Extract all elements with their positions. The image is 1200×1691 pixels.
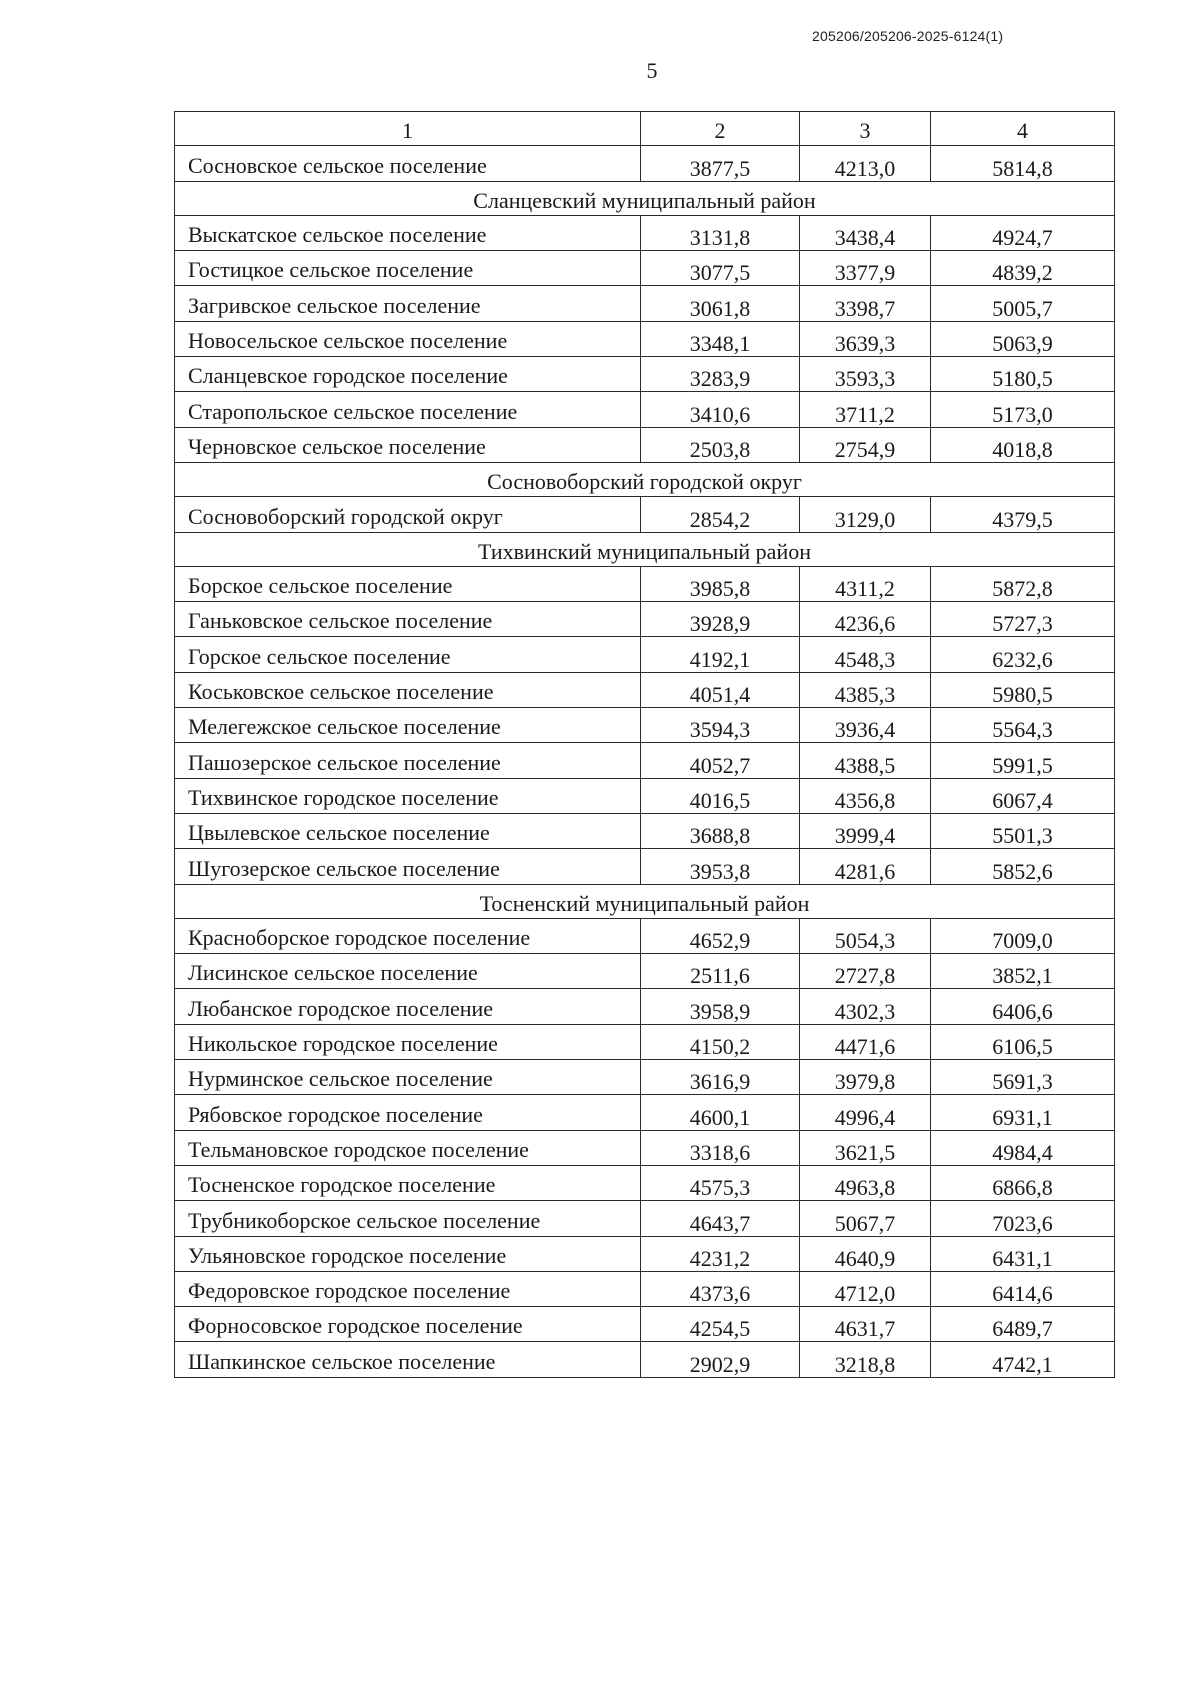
value-cell-col-3: 4302,3 [800, 989, 931, 1024]
table-row [175, 849, 1115, 884]
settlement-name-cell: Тихвинское городское поселение [175, 778, 641, 813]
table-row [175, 989, 1115, 1024]
column-header-2: 2 [641, 112, 800, 146]
table-row [175, 1271, 1115, 1306]
table-row [175, 427, 1115, 462]
section-title: Сланцевский муниципальный район [175, 181, 1115, 215]
table-row [175, 286, 1115, 321]
table-row [175, 146, 1115, 181]
section-header-row [175, 884, 1115, 918]
value-cell-col-2: 3318,6 [641, 1130, 800, 1165]
value-cell-col-4: 7023,6 [931, 1201, 1115, 1236]
settlement-name-cell: Шапкинское сельское поселение [175, 1342, 641, 1377]
value-cell-col-4: 6414,6 [931, 1271, 1115, 1306]
column-header-1: 1 [175, 112, 641, 146]
data-table [174, 111, 1115, 1378]
table-row [175, 708, 1115, 743]
value-cell-col-2: 3928,9 [641, 602, 800, 637]
value-cell-col-2: 3594,3 [641, 708, 800, 743]
section-title: Тихвинский муниципальный район [175, 532, 1115, 566]
table-row [175, 1024, 1115, 1059]
settlement-name-cell: Выскатское сельское поселение [175, 215, 641, 250]
value-cell-col-3: 4631,7 [800, 1307, 931, 1342]
value-cell-col-2: 4052,7 [641, 743, 800, 778]
page-number: 5 [646, 58, 658, 83]
settlement-name-cell: Новосельское сельское поселение [175, 321, 641, 356]
value-cell-col-3: 3999,4 [800, 813, 931, 848]
settlement-name-cell: Тельмановское городское поселение [175, 1130, 641, 1165]
value-cell-col-4: 4839,2 [931, 251, 1115, 286]
value-cell-col-3: 4385,3 [800, 672, 931, 707]
table-row [175, 392, 1115, 427]
value-cell-col-4: 5180,5 [931, 357, 1115, 392]
table-row [175, 1236, 1115, 1271]
value-cell-col-2: 4600,1 [641, 1095, 800, 1130]
value-cell-col-2: 3985,8 [641, 566, 800, 601]
value-cell-col-2: 4016,5 [641, 778, 800, 813]
value-cell-col-4: 3852,1 [931, 954, 1115, 989]
table-row [175, 743, 1115, 778]
value-cell-col-4: 6431,1 [931, 1236, 1115, 1271]
value-cell-col-2: 4254,5 [641, 1307, 800, 1342]
value-cell-col-4: 4984,4 [931, 1130, 1115, 1165]
value-cell-col-3: 4712,0 [800, 1271, 931, 1306]
value-cell-col-4: 5872,8 [931, 566, 1115, 601]
table-header-row [175, 112, 1115, 146]
value-cell-col-3: 4963,8 [800, 1165, 931, 1200]
value-cell-col-2: 4652,9 [641, 918, 800, 953]
value-cell-col-3: 3438,4 [800, 215, 931, 250]
value-cell-col-3: 3398,7 [800, 286, 931, 321]
value-cell-col-4: 5564,3 [931, 708, 1115, 743]
value-cell-col-4: 4018,8 [931, 427, 1115, 462]
value-cell-col-4: 4379,5 [931, 497, 1115, 532]
section-title: Сосновоборский городской округ [175, 462, 1115, 496]
value-cell-col-3: 4356,8 [800, 778, 931, 813]
value-cell-col-3: 3936,4 [800, 708, 931, 743]
value-cell-col-4: 5852,6 [931, 849, 1115, 884]
table-row [175, 1307, 1115, 1342]
value-cell-col-3: 4996,4 [800, 1095, 931, 1130]
table-row [175, 251, 1115, 286]
table-row [175, 497, 1115, 532]
value-cell-col-3: 4281,6 [800, 849, 931, 884]
table-row [175, 1060, 1115, 1095]
value-cell-col-2: 3877,5 [641, 146, 800, 181]
value-cell-col-4: 5814,8 [931, 146, 1115, 181]
settlement-name-cell: Трубникоборское сельское поселение [175, 1201, 641, 1236]
table-row [175, 778, 1115, 813]
value-cell-col-4: 5991,5 [931, 743, 1115, 778]
value-cell-col-3: 2754,9 [800, 427, 931, 462]
value-cell-col-4: 6106,5 [931, 1024, 1115, 1059]
value-cell-col-4: 5005,7 [931, 286, 1115, 321]
value-cell-col-3: 3711,2 [800, 392, 931, 427]
settlement-name-cell: Черновское сельское поселение [175, 427, 641, 462]
settlement-name-cell: Красноборское городское поселение [175, 918, 641, 953]
value-cell-col-3: 4640,9 [800, 1236, 931, 1271]
value-cell-col-3: 3639,3 [800, 321, 931, 356]
table-row [175, 672, 1115, 707]
settlement-name-cell: Федоровское городское поселение [175, 1271, 641, 1306]
table-row [175, 1201, 1115, 1236]
settlement-name-cell: Цвылевское сельское поселение [175, 813, 641, 848]
value-cell-col-4: 6866,8 [931, 1165, 1115, 1200]
value-cell-col-3: 3218,8 [800, 1342, 931, 1377]
settlement-name-cell: Горское сельское поселение [175, 637, 641, 672]
table-body [175, 112, 1115, 1378]
section-title: Тосненский муниципальный район [175, 884, 1115, 918]
value-cell-col-2: 3061,8 [641, 286, 800, 321]
value-cell-col-4: 6931,1 [931, 1095, 1115, 1130]
value-cell-col-2: 3953,8 [641, 849, 800, 884]
value-cell-col-3: 4471,6 [800, 1024, 931, 1059]
value-cell-col-3: 5067,7 [800, 1201, 931, 1236]
value-cell-col-4: 4742,1 [931, 1342, 1115, 1377]
value-cell-col-2: 3958,9 [641, 989, 800, 1024]
value-cell-col-3: 4236,6 [800, 602, 931, 637]
table-row [175, 321, 1115, 356]
value-cell-col-2: 3283,9 [641, 357, 800, 392]
value-cell-col-4: 5501,3 [931, 813, 1115, 848]
table-row [175, 215, 1115, 250]
table-row [175, 566, 1115, 601]
settlement-name-cell: Коськовское сельское поселение [175, 672, 641, 707]
settlement-name-cell: Нурминское сельское поселение [175, 1060, 641, 1095]
value-cell-col-3: 3979,8 [800, 1060, 931, 1095]
value-cell-col-2: 3077,5 [641, 251, 800, 286]
table-row [175, 954, 1115, 989]
section-header-row [175, 181, 1115, 215]
settlement-name-cell: Сланцевское городское поселение [175, 357, 641, 392]
value-cell-col-2: 4051,4 [641, 672, 800, 707]
value-cell-col-3: 4213,0 [800, 146, 931, 181]
value-cell-col-2: 3688,8 [641, 813, 800, 848]
value-cell-col-3: 4388,5 [800, 743, 931, 778]
value-cell-col-2: 3348,1 [641, 321, 800, 356]
value-cell-col-3: 4311,2 [800, 566, 931, 601]
value-cell-col-2: 4575,3 [641, 1165, 800, 1200]
settlement-name-cell: Тосненское городское поселение [175, 1165, 641, 1200]
settlement-name-cell: Ульяновское городское поселение [175, 1236, 641, 1271]
value-cell-col-3: 3621,5 [800, 1130, 931, 1165]
settlement-name-cell: Пашозерское сельское поселение [175, 743, 641, 778]
settlement-name-cell: Сосновское сельское поселение [175, 146, 641, 181]
settlement-name-cell: Ганьковское сельское поселение [175, 602, 641, 637]
value-cell-col-3: 5054,3 [800, 918, 931, 953]
document-id: 205206/205206-2025-6124(1) [812, 28, 1004, 44]
value-cell-col-2: 2902,9 [641, 1342, 800, 1377]
settlement-name-cell: Лисинское сельское поселение [175, 954, 641, 989]
value-cell-col-4: 5691,3 [931, 1060, 1115, 1095]
value-cell-col-4: 5173,0 [931, 392, 1115, 427]
settlement-name-cell: Борское сельское поселение [175, 566, 641, 601]
table-row [175, 1342, 1115, 1377]
column-header-4: 4 [931, 112, 1115, 146]
data-table-container [174, 111, 1114, 1378]
value-cell-col-2: 4373,6 [641, 1271, 800, 1306]
table-row [175, 637, 1115, 672]
value-cell-col-3: 4548,3 [800, 637, 931, 672]
value-cell-col-4: 6489,7 [931, 1307, 1115, 1342]
settlement-name-cell: Шугозерское сельское поселение [175, 849, 641, 884]
table-row [175, 357, 1115, 392]
value-cell-col-3: 3377,9 [800, 251, 931, 286]
value-cell-col-3: 3593,3 [800, 357, 931, 392]
settlement-name-cell: Мелегежское сельское поселение [175, 708, 641, 743]
value-cell-col-2: 4643,7 [641, 1201, 800, 1236]
settlement-name-cell: Никольское городское поселение [175, 1024, 641, 1059]
value-cell-col-2: 2511,6 [641, 954, 800, 989]
value-cell-col-2: 4150,2 [641, 1024, 800, 1059]
table-row [175, 918, 1115, 953]
table-row [175, 1095, 1115, 1130]
value-cell-col-2: 2854,2 [641, 497, 800, 532]
settlement-name-cell: Любанское городское поселение [175, 989, 641, 1024]
value-cell-col-2: 3616,9 [641, 1060, 800, 1095]
settlement-name-cell: Рябовское городское поселение [175, 1095, 641, 1130]
value-cell-col-2: 3131,8 [641, 215, 800, 250]
settlement-name-cell: Гостицкое сельское поселение [175, 251, 641, 286]
value-cell-col-4: 5980,5 [931, 672, 1115, 707]
table-row [175, 1165, 1115, 1200]
value-cell-col-2: 4192,1 [641, 637, 800, 672]
table-row [175, 1130, 1115, 1165]
value-cell-col-4: 6232,6 [931, 637, 1115, 672]
value-cell-col-3: 3129,0 [800, 497, 931, 532]
value-cell-col-4: 4924,7 [931, 215, 1115, 250]
value-cell-col-2: 2503,8 [641, 427, 800, 462]
settlement-name-cell: Сосновоборский городской округ [175, 497, 641, 532]
value-cell-col-4: 6067,4 [931, 778, 1115, 813]
value-cell-col-4: 6406,6 [931, 989, 1115, 1024]
settlement-name-cell: Старопольское сельское поселение [175, 392, 641, 427]
column-header-3: 3 [800, 112, 931, 146]
value-cell-col-4: 5727,3 [931, 602, 1115, 637]
value-cell-col-3: 2727,8 [800, 954, 931, 989]
table-row [175, 813, 1115, 848]
table-row [175, 602, 1115, 637]
section-header-row [175, 462, 1115, 496]
value-cell-col-4: 7009,0 [931, 918, 1115, 953]
section-header-row [175, 532, 1115, 566]
value-cell-col-2: 3410,6 [641, 392, 800, 427]
value-cell-col-2: 4231,2 [641, 1236, 800, 1271]
settlement-name-cell: Форносовское городское поселение [175, 1307, 641, 1342]
settlement-name-cell: Загривское сельское поселение [175, 286, 641, 321]
value-cell-col-4: 5063,9 [931, 321, 1115, 356]
